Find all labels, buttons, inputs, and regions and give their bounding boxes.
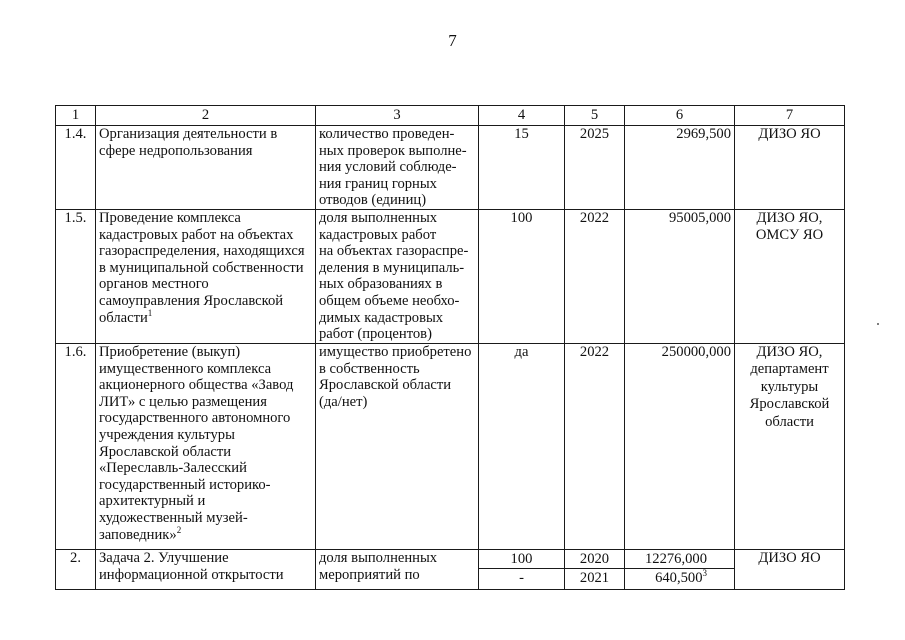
text-line: «Переславль-Залесский — [99, 460, 247, 477]
table-header-row — [56, 106, 845, 126]
text-line — [99, 524, 312, 544]
sub-amount: 12276,000 — [625, 550, 734, 569]
sub-value: 100 — [479, 550, 564, 569]
text-line: государственный историко- — [99, 476, 271, 493]
year-cell — [565, 549, 625, 589]
text-line: кадастровых работ на объектах — [99, 226, 294, 243]
text-line: художественный музей- — [99, 509, 248, 526]
value-cell — [479, 549, 565, 589]
text-line: газораспределения, находящихся — [99, 243, 305, 260]
amount-cell: 250000,000 — [625, 343, 735, 549]
text-line: государственного автономного — [99, 410, 291, 427]
year-cell: 2025 — [565, 126, 625, 210]
header-cell: 4 — [479, 106, 565, 126]
indicator-cell — [316, 343, 479, 549]
executor-cell — [735, 126, 845, 210]
header-cell: 1 — [56, 106, 96, 126]
row-number: 1.6. — [56, 343, 96, 549]
text-line: отводов (единиц) — [319, 192, 427, 209]
text-line: имущество приобретено — [319, 343, 472, 360]
header-cell: 3 — [316, 106, 479, 126]
executor-cell — [735, 209, 845, 343]
text-line: Приобретение (выкуп) — [99, 343, 241, 360]
row-number: 2. — [56, 549, 96, 589]
text-line: Ярославской области — [319, 377, 452, 394]
text-line: ДИЗО ЯО, — [756, 209, 823, 226]
header-cell: 5 — [565, 106, 625, 126]
text-line: работ (процентов) — [319, 326, 432, 343]
text-line: сфере недропользования — [99, 142, 253, 159]
task-cell — [96, 343, 316, 549]
text-fragment: области — [99, 309, 148, 326]
sub-year: 2020 — [565, 550, 624, 569]
text-line: количество проведен- — [319, 126, 455, 142]
table-row — [56, 126, 845, 210]
text-line: информационной открытости — [99, 566, 284, 583]
text-line: имущественного комплекса — [99, 360, 272, 377]
text-line: Задача 2. Улучшение — [99, 549, 229, 566]
sub-year: 2021 — [579, 569, 610, 586]
task-cell — [96, 209, 316, 343]
text-fragment: заповедник» — [99, 526, 177, 543]
text-line — [99, 307, 312, 327]
text-line: самоуправления Ярославской — [99, 292, 284, 309]
sub-amount — [625, 569, 734, 588]
header-cell: 7 — [735, 106, 845, 126]
sub-value: - — [519, 569, 524, 586]
text-line: ных образованиях в — [319, 276, 443, 293]
footnote-marker: 1 — [147, 307, 153, 318]
row-number: 1.4. — [56, 126, 96, 210]
executor-cell — [735, 343, 845, 549]
header-cell: 2 — [96, 106, 316, 126]
page-number: 7 — [448, 31, 457, 50]
text-line: Ярославской области — [99, 443, 232, 460]
task-cell — [96, 126, 316, 210]
text-line: культуры — [760, 378, 819, 395]
text-line: акционерного общества «Завод — [99, 377, 294, 394]
text-line: органов местного — [99, 276, 209, 293]
text-line: доля выполненных — [319, 209, 438, 226]
text-line: Проведение комплекса — [99, 209, 241, 226]
text-line: Ярославской — [749, 396, 830, 413]
text-line: димых кадастровых — [319, 309, 444, 326]
text-line: ОМСУ ЯО — [755, 227, 824, 244]
row-number: 1.5. — [56, 209, 96, 343]
text-line: деления в муниципаль- — [319, 259, 465, 276]
text-line: общем объеме необхо- — [319, 292, 460, 309]
text-line: ния границ горных — [319, 175, 437, 192]
text-line: департамент — [750, 361, 829, 378]
text-line: ния условий соблюде- — [319, 159, 457, 176]
text-line: в собственность — [319, 360, 420, 377]
text-line: ЛИТ» с целью размещения — [99, 393, 267, 410]
footnote-marker: 3 — [702, 567, 707, 578]
year-cell: 2022 — [565, 209, 625, 343]
text-fragment: 640,500 — [655, 569, 703, 586]
text-line: ДИЗО ЯО — [758, 549, 821, 566]
value-cell: 15 — [479, 126, 565, 210]
table-row — [56, 549, 845, 589]
text-line: области — [765, 413, 814, 430]
text-line: ных проверок выполне- — [319, 142, 467, 159]
text-line: (да/нет) — [319, 393, 368, 410]
table-row — [56, 209, 845, 343]
text-line: в муниципальной собственности — [99, 259, 304, 276]
amount-cell: 2969,500 — [625, 126, 735, 210]
amount-cell — [625, 549, 735, 589]
value-cell: да — [479, 343, 565, 549]
year-cell: 2022 — [565, 343, 625, 549]
text-line: ДИЗО ЯО, — [756, 343, 823, 360]
scan-speck — [877, 323, 879, 325]
text-line: кадастровых работ — [319, 226, 437, 243]
text-line: на объектах газораспре- — [319, 243, 469, 260]
indicator-cell — [316, 549, 479, 589]
table-row — [56, 343, 845, 549]
text-line: Организация деятельности в — [99, 126, 278, 142]
header-cell: 6 — [625, 106, 735, 126]
task-cell — [96, 549, 316, 589]
footnote-marker: 2 — [176, 524, 182, 535]
text-line: доля выполненных — [319, 549, 438, 566]
program-table — [55, 105, 845, 590]
indicator-cell — [316, 209, 479, 343]
text-line: мероприятий по — [319, 566, 420, 583]
executor-cell — [735, 549, 845, 589]
value-cell: 100 — [479, 209, 565, 343]
text-line: архитектурный и — [99, 493, 206, 510]
text-line: учреждения культуры — [99, 426, 235, 443]
indicator-cell — [316, 126, 479, 210]
amount-cell: 95005,000 — [625, 209, 735, 343]
text-line: ДИЗО ЯО — [758, 126, 821, 142]
